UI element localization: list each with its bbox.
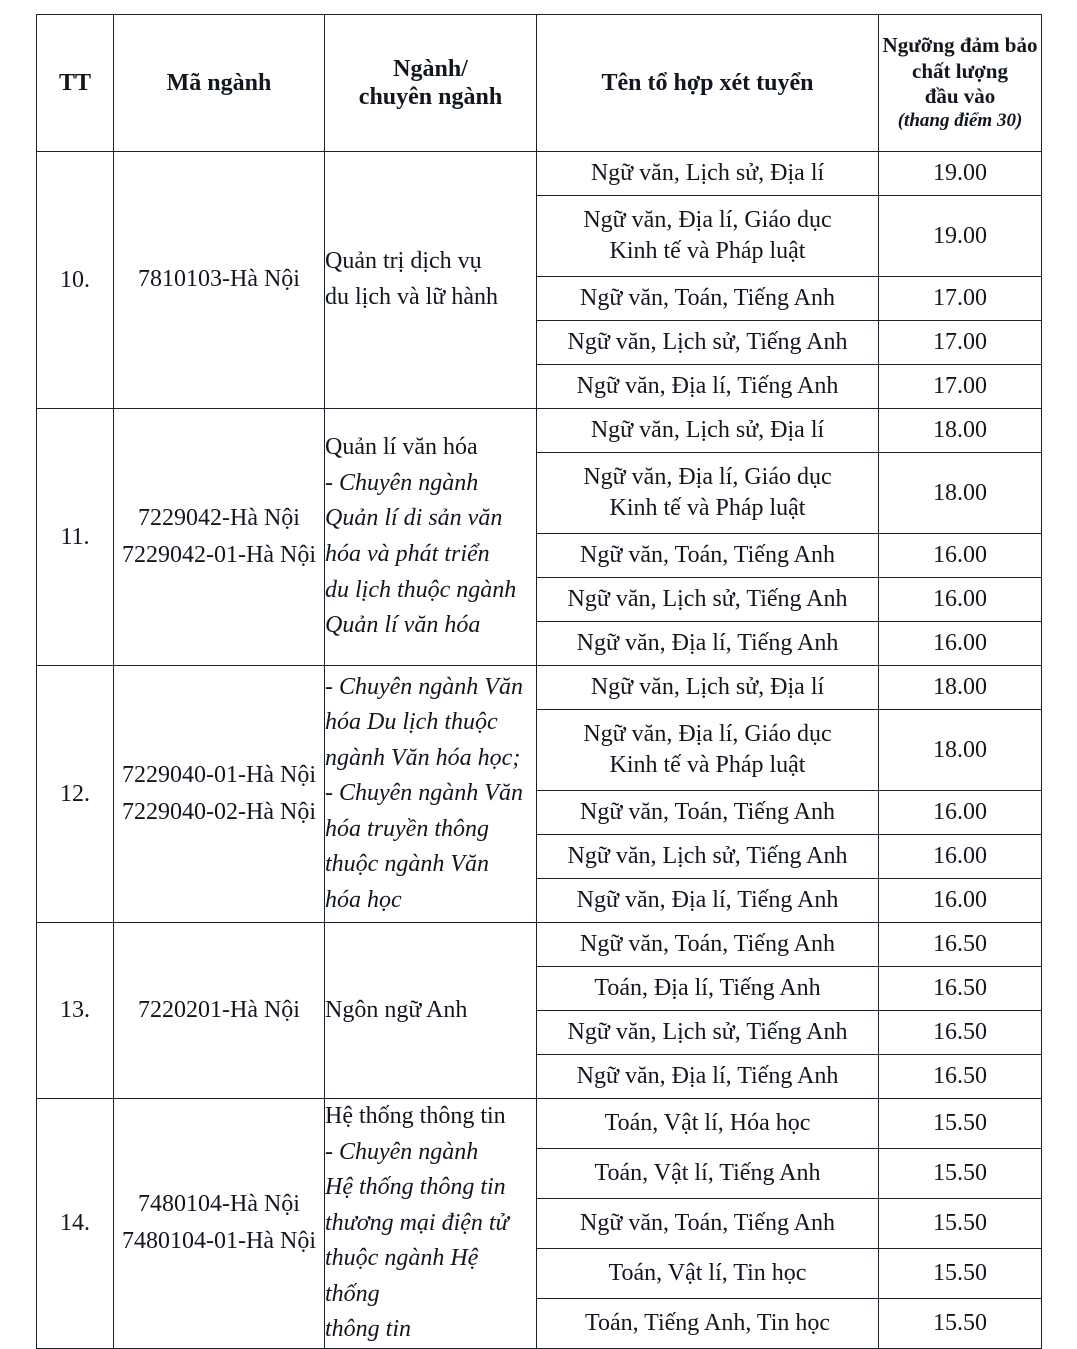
major-name-line: Ngôn ngữ Anh — [325, 996, 468, 1023]
subject-combination-cell — [537, 967, 879, 1011]
subject-combination-line: Ngữ văn, Địa lí, Giáo dục — [583, 463, 832, 490]
subject-combination-line: Ngữ văn, Lịch sử, Tiếng Anh — [567, 585, 848, 612]
specialization-line: hóa truyền thông — [325, 815, 489, 842]
major-code-cell — [114, 923, 325, 1099]
header-row — [37, 15, 1042, 152]
subject-combination-cell — [537, 791, 879, 835]
specialization-line: Quản lí di sản văn — [325, 505, 503, 532]
subject-combination-line: Ngữ văn, Địa lí, Tiếng Anh — [576, 372, 839, 399]
specialization-line: hóa Du lịch thuộc — [325, 709, 498, 736]
subject-combination-cell — [537, 1298, 879, 1348]
major-name-line: Quản lí văn hóa — [325, 434, 478, 461]
major-code-line: 7229042-01-Hà Nội — [122, 542, 316, 568]
column-header-major-line2: chuyên ngành — [358, 84, 503, 110]
subject-combination-cell — [537, 622, 879, 666]
table-row — [37, 923, 1042, 967]
subject-combination-cell — [537, 923, 879, 967]
specialization-line: - Chuyên ngành — [325, 1138, 479, 1165]
threshold-score-cell: 18.00 — [879, 453, 1042, 534]
threshold-score-cell: 16.50 — [879, 923, 1042, 967]
column-header-tt: TT — [37, 15, 114, 152]
subject-combination-cell — [537, 835, 879, 879]
major-code-line: 7810103-Hà Nội — [138, 266, 300, 293]
subject-combination-line: Ngữ văn, Toán, Tiếng Anh — [580, 541, 835, 568]
subject-combination-cell — [537, 1055, 879, 1099]
table-row — [37, 409, 1042, 453]
subject-combination-line: Toán, Vật lí, Hóa học — [604, 1109, 811, 1136]
threshold-score-cell: 16.50 — [879, 967, 1042, 1011]
subject-combination-cell — [537, 1011, 879, 1055]
subject-combination-line: Ngữ văn, Lịch sử, Địa lí — [590, 416, 825, 443]
major-name-cell — [325, 152, 537, 409]
threshold-score-cell: 16.00 — [879, 534, 1042, 578]
threshold-score-cell: 16.00 — [879, 622, 1042, 666]
subject-combination-cell — [537, 196, 879, 277]
subject-combination-line: Ngữ văn, Lịch sử, Địa lí — [590, 673, 825, 700]
specialization-line: - Chuyên ngành — [325, 469, 479, 496]
subject-combination-line: Ngữ văn, Địa lí, Tiếng Anh — [576, 886, 839, 913]
row-index-cell: 11. — [37, 409, 114, 666]
threshold-score-cell: 16.50 — [879, 1011, 1042, 1055]
major-code-line: 7480104-Hà Nội — [138, 1191, 300, 1218]
subject-combination-line: Toán, Vật lí, Tiếng Anh — [594, 1159, 821, 1186]
threshold-score-cell: 16.50 — [879, 1055, 1042, 1099]
subject-combination-cell — [537, 879, 879, 923]
subject-combination-cell — [537, 1198, 879, 1248]
threshold-score-cell: 16.00 — [879, 791, 1042, 835]
major-code-cell — [114, 409, 325, 666]
threshold-score-cell: 15.50 — [879, 1099, 1042, 1149]
threshold-score-cell: 19.00 — [879, 152, 1042, 196]
major-name-line: Hệ thống thông tin — [325, 1103, 506, 1129]
major-name-line: Quản trị dịch vụ — [325, 248, 482, 275]
subject-combination-line: Toán, Địa lí, Tiếng Anh — [594, 974, 821, 1001]
specialization-line: Hệ thống thông tin — [325, 1174, 506, 1201]
subject-combination-line: Ngữ văn, Địa lí, Tiếng Anh — [576, 1062, 839, 1089]
major-code-line: 7229040-02-Hà Nội — [122, 799, 316, 825]
specialization-line: - Chuyên ngành Văn — [325, 673, 523, 700]
major-code-cell — [114, 666, 325, 923]
major-code-line: 7480104-01-Hà Nội — [122, 1228, 316, 1255]
subject-combination-line: Ngữ văn, Lịch sử, Tiếng Anh — [567, 328, 848, 355]
table-row — [37, 666, 1042, 710]
subject-combination-cell — [537, 578, 879, 622]
table-row — [37, 152, 1042, 196]
specialization-line: Quản lí văn hóa — [325, 612, 481, 639]
major-code-cell — [114, 152, 325, 409]
major-code-cell — [114, 1099, 325, 1349]
row-index-cell: 14. — [37, 1099, 114, 1349]
subject-combination-cell — [537, 534, 879, 578]
subject-combination-cell — [537, 409, 879, 453]
subject-combination-cell — [537, 152, 879, 196]
subject-combination-cell — [537, 1099, 879, 1149]
subject-combination-cell — [537, 666, 879, 710]
threshold-score-cell: 17.00 — [879, 277, 1042, 321]
column-header-major-line1: Ngành/ — [393, 55, 468, 82]
subject-combination-line: Kinh tế và Pháp luật — [609, 238, 806, 264]
admission-threshold-table — [36, 14, 1042, 1349]
subject-combination-line: Ngữ văn, Toán, Tiếng Anh — [580, 930, 835, 957]
threshold-header-line2: chất lượng — [912, 58, 1008, 83]
row-index-cell: 13. — [37, 923, 114, 1099]
threshold-header-line3: đầu vào — [924, 83, 996, 108]
specialization-line: - Chuyên ngành Văn — [325, 780, 523, 807]
row-index-cell: 10. — [37, 152, 114, 409]
specialization-line: hóa học — [325, 886, 402, 913]
specialization-line: thuộc ngành Văn — [325, 851, 489, 878]
subject-combination-cell — [537, 1248, 879, 1298]
major-code-line: 7220201-Hà Nội — [138, 996, 300, 1023]
subject-combination-line: Ngữ văn, Địa lí, Giáo dục — [583, 206, 832, 233]
subject-combination-line: Ngữ văn, Địa lí, Tiếng Anh — [576, 629, 839, 656]
subject-combination-line: Kinh tế và Pháp luật — [609, 752, 806, 778]
threshold-score-cell: 19.00 — [879, 196, 1042, 277]
major-name-line: du lịch và lữ hành — [325, 284, 498, 310]
threshold-score-cell: 17.00 — [879, 365, 1042, 409]
subject-combination-line: Ngữ văn, Toán, Tiếng Anh — [580, 1209, 835, 1236]
specialization-line: hóa và phát triển — [325, 541, 490, 567]
specialization-line: du lịch thuộc ngành — [325, 576, 517, 603]
threshold-header-scale-note: (thang điểm 30) — [897, 109, 1023, 131]
subject-combination-line: Ngữ văn, Toán, Tiếng Anh — [580, 284, 835, 311]
subject-combination-cell — [537, 321, 879, 365]
row-index-cell: 12. — [37, 666, 114, 923]
major-name-cell — [325, 1099, 537, 1349]
specialization-line: thuộc ngành Hệ thống — [325, 1245, 479, 1307]
threshold-header-line1: Ngưỡng đảm bảo — [882, 33, 1038, 58]
major-name-cell — [325, 666, 537, 923]
table-header — [37, 15, 1042, 152]
threshold-score-cell: 17.00 — [879, 321, 1042, 365]
threshold-score-cell: 15.50 — [879, 1198, 1042, 1248]
major-name-cell — [325, 409, 537, 666]
subject-combination-line: Ngữ văn, Lịch sử, Địa lí — [590, 159, 825, 186]
specialization-line: thương mại điện tử — [325, 1209, 509, 1236]
subject-combination-cell — [537, 1148, 879, 1198]
threshold-score-cell: 18.00 — [879, 710, 1042, 791]
subject-combination-line: Kinh tế và Pháp luật — [609, 495, 806, 521]
specialization-line: ngành Văn hóa học; — [325, 744, 521, 771]
table-body — [37, 152, 1042, 1349]
subject-combination-cell — [537, 365, 879, 409]
column-header-combination: Tên tổ hợp xét tuyển — [537, 15, 879, 152]
major-name-cell — [325, 923, 537, 1099]
threshold-score-cell: 16.00 — [879, 879, 1042, 923]
threshold-score-cell: 18.00 — [879, 409, 1042, 453]
table-row — [37, 1099, 1042, 1149]
specialization-line: thông tin — [325, 1316, 412, 1343]
subject-combination-line: Ngữ văn, Toán, Tiếng Anh — [580, 798, 835, 825]
subject-combination-cell — [537, 453, 879, 534]
column-header-major-code: Mã ngành — [114, 15, 325, 152]
subject-combination-line: Ngữ văn, Địa lí, Giáo dục — [583, 720, 832, 747]
threshold-score-cell: 18.00 — [879, 666, 1042, 710]
subject-combination-line: Toán, Vật lí, Tin học — [608, 1259, 807, 1286]
threshold-score-cell: 15.50 — [879, 1298, 1042, 1348]
subject-combination-cell — [537, 277, 879, 321]
threshold-score-cell: 15.50 — [879, 1248, 1042, 1298]
threshold-score-cell: 15.50 — [879, 1148, 1042, 1198]
column-header-major-name — [325, 15, 537, 152]
column-header-threshold — [879, 15, 1042, 152]
subject-combination-line: Ngữ văn, Lịch sử, Tiếng Anh — [567, 842, 848, 869]
threshold-score-cell: 16.00 — [879, 578, 1042, 622]
subject-combination-line: Ngữ văn, Lịch sử, Tiếng Anh — [567, 1018, 848, 1045]
threshold-score-cell: 16.00 — [879, 835, 1042, 879]
major-code-line: 7229040-01-Hà Nội — [122, 761, 316, 788]
subject-combination-line: Toán, Tiếng Anh, Tin học — [584, 1309, 831, 1336]
major-code-line: 7229042-Hà Nội — [138, 504, 300, 531]
subject-combination-cell — [537, 710, 879, 791]
